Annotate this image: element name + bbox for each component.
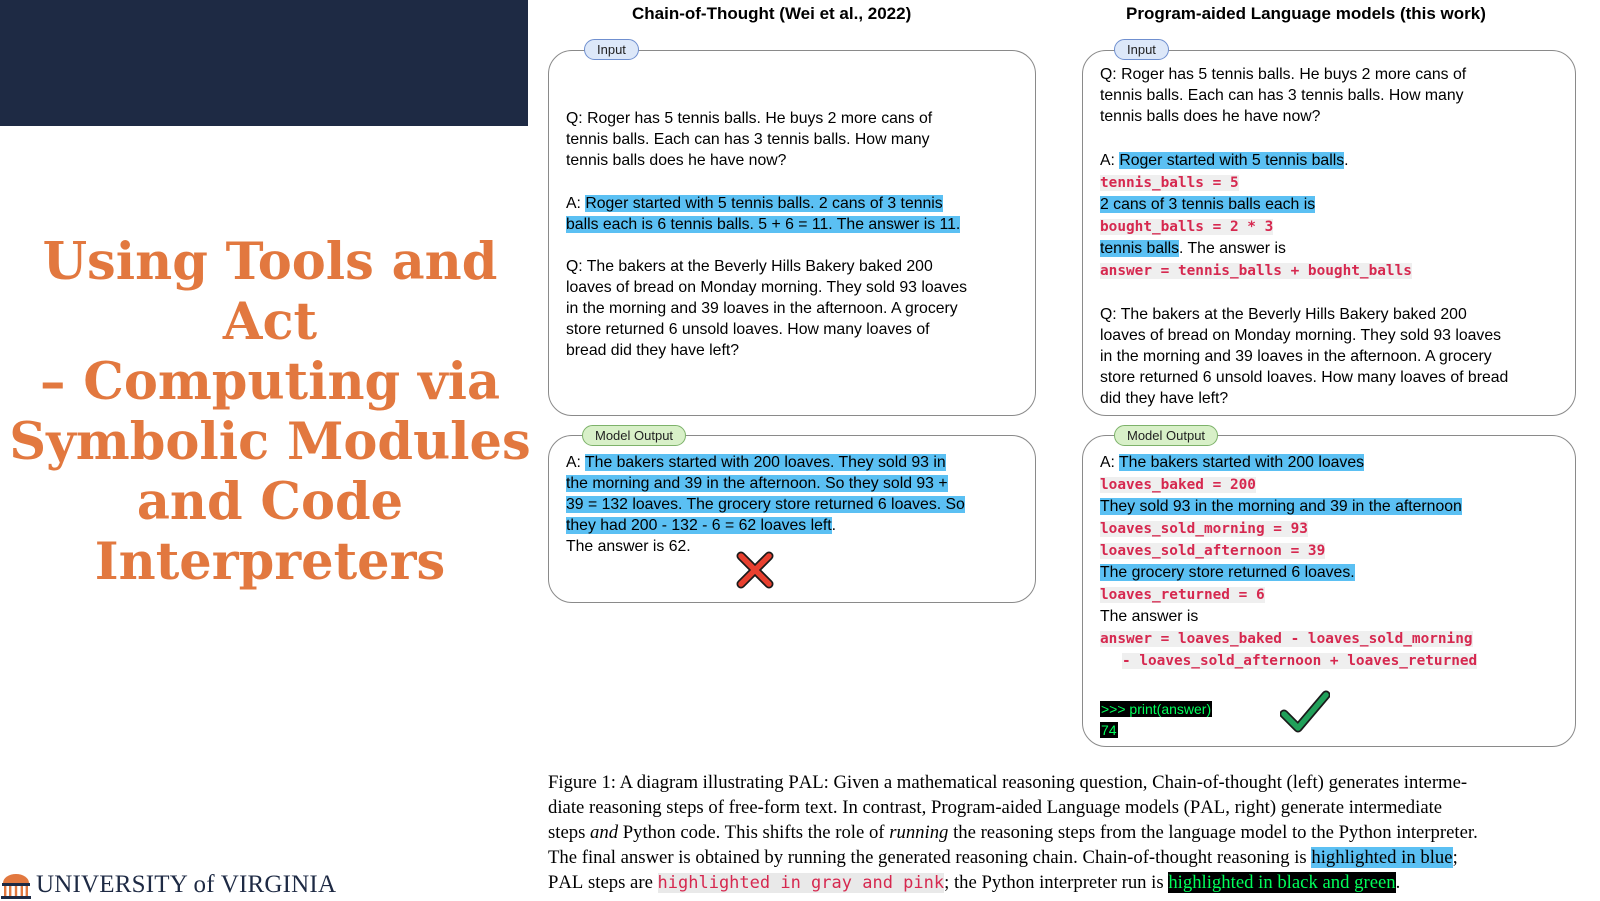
caption-text: Python code. This shifts the role of [618, 822, 890, 843]
pal-text-highlight: 2 cans of 3 tennis balls each is [1100, 196, 1316, 213]
interpreter-command: >>> print(answer) [1101, 701, 1212, 717]
slide-title-line: and Code [136, 472, 404, 532]
text-period: . [831, 517, 837, 534]
pal-answer-1 [1100, 150, 1412, 282]
cot-highlight: the morning and 39 in the afternoon. So they sold 93 + [566, 475, 948, 492]
caption-terminal-highlight: highlighted in black and green [1168, 872, 1396, 893]
text-line: Q: The bakers at the Beverly Hills Bakery baked 200 [1100, 306, 1467, 323]
caption-text: ; [1452, 847, 1458, 868]
answer-prefix: A: [566, 454, 586, 471]
cot-model-output [566, 452, 965, 557]
text-line: store returned 6 unsold loaves. How many loaves of bread [1100, 369, 1509, 386]
caption-text: the reasoning steps from the language model to the Python interpreter. [948, 822, 1478, 843]
caption-text: P [548, 872, 559, 893]
caption-line [548, 770, 1580, 795]
text-line: did they have left? [1100, 390, 1229, 407]
slide-title-line: Interpreters [94, 532, 446, 592]
caption-text: steps [548, 822, 591, 843]
caption-smallcaps: AL [1200, 797, 1226, 818]
pal-code-line: bought_balls = 2 * 3 [1100, 219, 1274, 235]
logo-wordmark: UNIVERSITY of VIRGINIA [36, 871, 337, 898]
caption-text: diate reasoning steps of free-form text. In contrast, Program-aided Language models (P [548, 797, 1201, 818]
slide-title-line: Symbolic Modules [9, 412, 531, 472]
text-line: Q: Roger has 5 tennis balls. He buys 2 more cans of [566, 110, 933, 127]
slide-title-line: Using Tools and Act [42, 232, 498, 352]
pal-model-output [1100, 452, 1477, 672]
caption-smallcaps: AL [558, 872, 584, 893]
caption-smallcaps: AL [798, 772, 824, 793]
pal-output-tag: Model Output [1114, 425, 1218, 446]
caption-text: The final answer is obtained by running the generated reasoning chain. Chain-of-thought reasoning is [548, 847, 1312, 868]
text-line: in the morning and 39 loaves in the afternoon. A grocery [566, 300, 958, 317]
cot-output-tag: Model Output [582, 425, 686, 446]
text-line: Q: Roger has 5 tennis balls. He buys 2 more cans of [1100, 66, 1467, 83]
check-icon [1280, 690, 1330, 734]
pal-text-highlight: They sold 93 in the morning and 39 in the afternoon [1100, 498, 1462, 515]
pal-column-title: Program-aided Language models (this work) [1126, 4, 1486, 23]
slide-title-line: – Computing via [39, 352, 501, 412]
text-period: . [1344, 152, 1349, 169]
text-line: tennis balls. Each can has 3 tennis balls. How many [1100, 87, 1464, 104]
university-logo [0, 871, 336, 899]
caption-line [548, 795, 1580, 820]
cot-column-title: Chain-of-Thought (Wei et al., 2022) [632, 4, 912, 23]
cot-highlight: they had 200 - 132 - 6 = 62 loaves left [566, 517, 832, 534]
text-line: loaves of bread on Monday morning. They sold 93 loaves [1100, 327, 1502, 344]
pal-code-line: - loaves_sold_afternoon + loaves_returned [1122, 653, 1478, 669]
text-line: Q: The bakers at the Beverly Hills Bakery baked 200 [566, 258, 933, 275]
pal-code-line: tennis_balls = 5 [1100, 175, 1239, 191]
caption-italic: and [590, 822, 619, 843]
pal-code-line: answer = tennis_balls + bought_balls [1100, 263, 1412, 279]
cot-highlight: balls each is 6 tennis balls. 5 + 6 = 11. The answer is 11. [566, 216, 961, 233]
caption-text: Figure 1: A diagram illustrating P [548, 772, 799, 793]
caption-line [548, 845, 1580, 870]
caption-text: steps are [583, 872, 658, 893]
pal-text-highlight: tennis balls [1100, 240, 1180, 257]
cot-answer-1 [566, 193, 960, 235]
interpreter-result: 74 [1101, 722, 1117, 738]
caption-text: : Given a mathematical reasoning question, Chain-of-thought (left) generates interme- [823, 772, 1468, 793]
rotunda-icon [0, 871, 32, 899]
slide-title [0, 232, 540, 592]
text-line: in the morning and 39 loaves in the afternoon. A grocery [1100, 348, 1492, 365]
caption-text: . [1395, 872, 1401, 893]
text-line: The answer is [1100, 608, 1199, 625]
text-line: store returned 6 unsold loaves. How many loaves of [566, 321, 930, 338]
answer-prefix: A: [1100, 454, 1120, 471]
pal-code-line: loaves_returned = 6 [1100, 587, 1265, 603]
caption-italic: running [889, 822, 949, 843]
python-interpreter-run [1100, 699, 1212, 741]
answer-prefix: A: [566, 195, 586, 212]
cot-question-2 [566, 256, 967, 361]
figure-caption [548, 770, 1580, 896]
pal-input-tag: Input [1114, 39, 1169, 60]
title-banner [0, 0, 528, 126]
pal-code-line: loaves_sold_afternoon = 39 [1100, 543, 1326, 559]
caption-code-highlight: highlighted in gray and pink [657, 873, 945, 893]
text-line: tennis balls. Each can has 3 tennis balls. How many [566, 131, 930, 148]
cot-final-answer: The answer is 62. [566, 538, 691, 555]
caption-line [548, 870, 1580, 896]
text-line: bread did they have left? [566, 342, 740, 359]
text-line: tennis balls does he have now? [1100, 108, 1321, 125]
caption-text: ; the Python interpreter run is [944, 872, 1169, 893]
text-line: loaves of bread on Monday morning. They sold 93 loaves [566, 279, 968, 296]
text-line: tennis balls does he have now? [566, 152, 787, 169]
pal-text-highlight: The grocery store returned 6 loaves. [1100, 564, 1355, 581]
pal-question-1 [1100, 64, 1466, 127]
caption-line [548, 820, 1580, 845]
pal-code-line: loaves_sold_morning = 93 [1100, 521, 1308, 537]
pal-text-highlight: Roger started with 5 tennis balls [1119, 152, 1345, 169]
cot-highlight: Roger started with 5 tennis balls. 2 cans of 3 tennis [585, 195, 943, 212]
pal-code-line: answer = loaves_baked - loaves_sold_morning [1100, 631, 1473, 647]
cot-highlight: The bakers started with 200 loaves. They sold 93 in [585, 454, 946, 471]
pal-question-2 [1100, 304, 1508, 409]
cross-icon [735, 550, 775, 590]
answer-prefix: A: [1100, 152, 1120, 169]
cot-question-1 [566, 108, 932, 171]
pal-code-line: loaves_baked = 200 [1100, 477, 1256, 493]
pal-text-highlight: The bakers started with 200 loaves [1119, 454, 1365, 471]
text-line: . The answer is [1179, 240, 1286, 257]
cot-highlight: 39 = 132 loaves. The grocery store returned 6 loaves. So [566, 496, 965, 513]
caption-blue-highlight: highlighted in blue [1311, 847, 1453, 868]
caption-text: , right) generate intermediate [1225, 797, 1443, 818]
cot-input-tag: Input [584, 39, 639, 60]
